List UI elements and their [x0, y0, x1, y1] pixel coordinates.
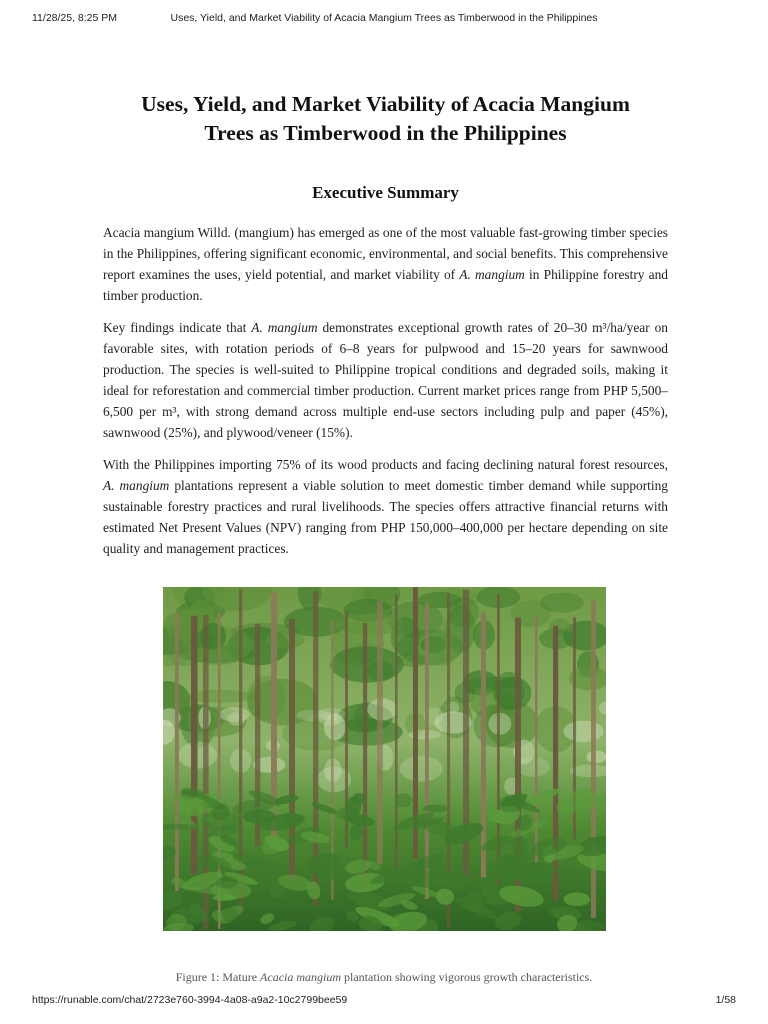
- print-datetime: 11/28/25, 8:25 PM: [32, 12, 118, 24]
- document-body: [103, 90, 668, 559]
- paragraph-1: Acacia mangium Willd. (mangium) has emerged as one of the most valuable fast-growing timber species in the Philippines, offering significant economic, environmental, and social benefits. This comprehensive report examines the uses, yield potential, and market viability of A. mangium in Philippine forestry and timber production.: [103, 225, 668, 303]
- document-title-line2: Trees as Timberwood in the Philippines: [204, 121, 567, 145]
- plantation-photo-illustration: [163, 587, 606, 931]
- paragraph-2: Key findings indicate that A. mangium demonstrates exceptional growth rates of 20–30 m³/ha/year on favorable sites, with rotation periods of 6–8 years for pulpwood and 15–20 years for sawnwood production. The species is well-suited to Philippine tropical conditions and degraded soils, making it ideal for reforestation and commercial timber production. Current market prices range from PHP 5,500–6,500 per m³, with strong demand across multiple end-use sectors including pulp and paper (45%), sawnwood (25%), and plywood/veneer (15%).: [103, 320, 668, 440]
- print-url: https://runable.com/chat/2723e760-3994-4a08-a9a2-10c2799bee59: [32, 994, 348, 1006]
- section-heading: Executive Summary: [312, 183, 459, 202]
- print-header: [0, 0, 768, 26]
- page-number: 1/58: [715, 994, 736, 1006]
- figure-plantation-photo: [163, 587, 606, 931]
- document-title: [103, 90, 668, 148]
- print-title: Uses, Yield, and Market Viability of Acacia Mangium Trees as Timberwood in the Philippines: [170, 12, 598, 24]
- print-footer: [0, 994, 768, 1014]
- paragraph-3: With the Philippines importing 75% of its wood products and facing declining natural forest resources, A. mangium plantations represent a viable solution to meet domestic timber demand while supporting sustainable forestry practices and rural livelihoods. The species offers attractive financial returns with estimated Net Present Values (NPV) ranging from PHP 150,000–400,000 per hectare depending on site quality and management practices.: [103, 457, 668, 556]
- document-title-line1: Uses, Yield, and Market Viability of Acacia Mangium: [141, 92, 630, 116]
- figure-caption: Figure 1: Mature Acacia mangium plantation showing vigorous growth characteristics.: [175, 970, 593, 984]
